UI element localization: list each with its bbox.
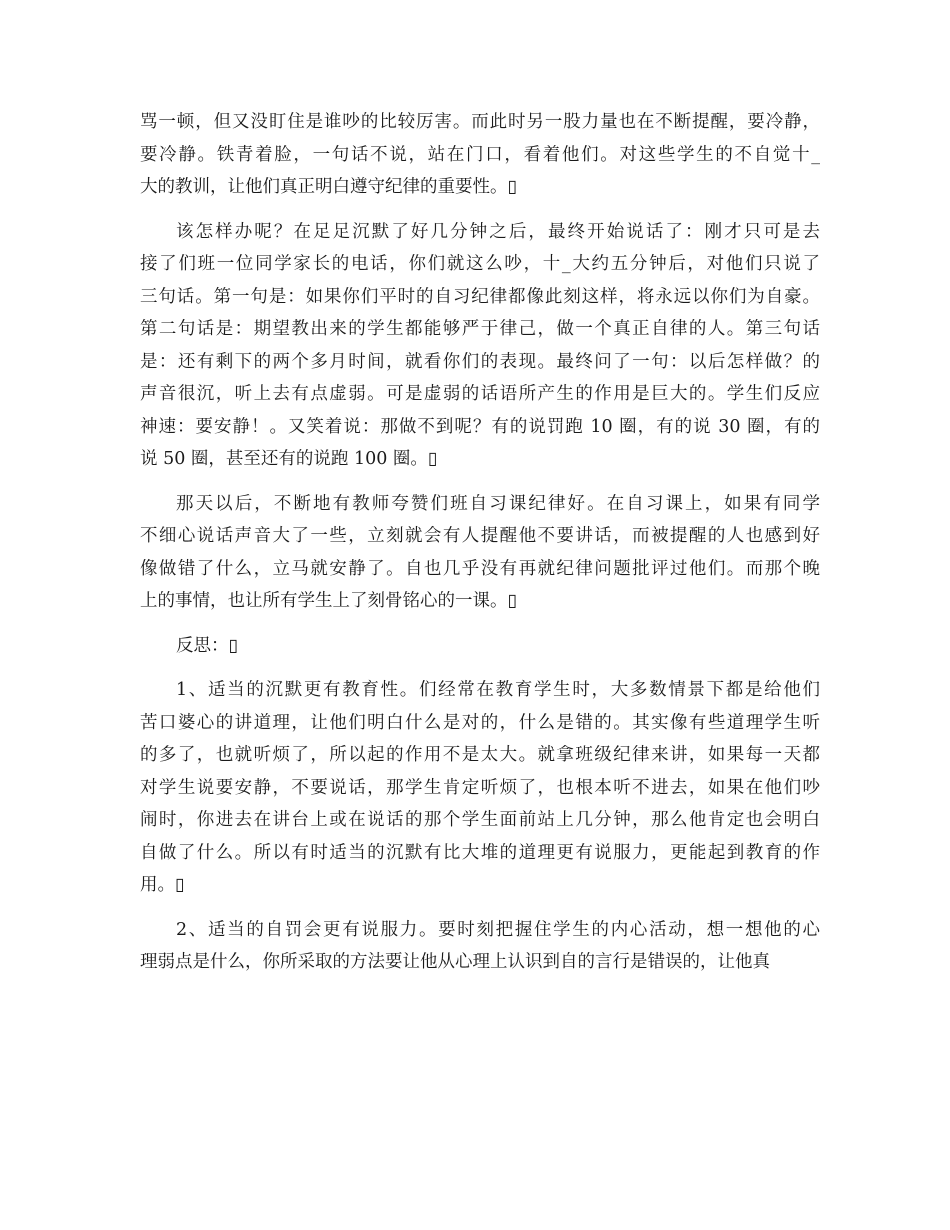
paragraph <box>140 488 820 618</box>
text-line: 要冷静。铁青着脸，一句话不说，站在门口，看着他们。对这些学生的不自觉十_ <box>140 144 820 165</box>
text-line: 1、适当的沉默更有教育性。们经常在教育学生时，大多数情景下都是给他们 <box>176 680 820 700</box>
paragraph <box>140 106 820 204</box>
text-line: 三句话。第一句是：如果你们平时的自习纪律都像此刻这样，将永远以你们为自豪。 <box>140 286 820 307</box>
text-line: 自做了什么。所以有时适当的沉默有比大堆的道理更有说服力，更能起到教育的作 <box>140 842 820 863</box>
text-line: 是：还有剩下的两个多月时间，就看你们的表现。最终问了一句：以后怎样做？的 <box>140 351 820 372</box>
text-line: 的多了，也就听烦了，所以起的作用不是太大。就拿班级纪律来讲，如果每一天都 <box>140 745 820 765</box>
paragraph <box>140 630 820 663</box>
text-line: 不细心说话声音大了一些，立刻就会有人提醒他不要讲话，而被提醒的人也感到好 <box>140 526 820 546</box>
text-line: 反思：▯ <box>176 635 239 656</box>
text-line: 闹时，你进去在讲台上或在说话的那个学生面前站上几分钟，那么他肯定也会明白 <box>140 810 820 830</box>
paragraph <box>140 216 820 476</box>
text-line: 神速：要安静！。又笑着说：那做不到呢？有的说罚跑 10 圈，有的说 30 圈，有的 <box>140 416 820 437</box>
text-line: 苦口婆心的讲道理，让他们明白什么是对的，什么是错的。其实像有些道理学生听 <box>140 712 820 733</box>
text-line: 该怎样办呢？在足足沉默了好几分钟之后，最终开始说话了：刚才只可是去 <box>176 221 820 242</box>
text-line: 像做错了什么，立马就安静了。自也几乎没有再就纪律问题批评过他们。而那个晚 <box>140 558 820 579</box>
text-line: 第二句话是：期望教出来的学生都能够严于律己，做一个真正自律的人。第三句话 <box>140 319 820 339</box>
text-line: 声音很沉，听上去有点虚弱。可是虚弱的话语所产生的作用是巨大的。学生们反应 <box>140 384 820 404</box>
paragraph <box>140 674 820 902</box>
text-line: 那天以后，不断地有教师夸赞们班自习课纪律好。在自习课上，如果有同学 <box>176 493 820 514</box>
text-line: 大的教训，让他们真正明白遵守纪律的重要性。▯ <box>140 177 518 197</box>
text-line: 理弱点是什么，你所采取的方法要让他从心理上认识到自的言行是错误的，让他真 <box>140 952 770 972</box>
text-line: 2、适当的自罚会更有说服力。要时刻把握住学生的内心活动，想一想他的心 <box>176 919 820 940</box>
text-line: 接了们班一位同学家长的电话，你们就这么吵，十_大约五分钟后，对他们只说了 <box>140 254 820 274</box>
text-line: 说 50 圈，甚至还有的说跑 100 圈。▯ <box>140 449 438 469</box>
document-body <box>140 106 820 991</box>
paragraph <box>140 914 820 979</box>
text-line: 上的事情，也让所有学生上了刻骨铭心的一课。▯ <box>140 591 518 611</box>
text-line: 对学生说要安静，不要说话，那学生肯定听烦了，也根本听不进去，如果在他们吵 <box>140 777 820 798</box>
text-line: 骂一顿，但又没盯住是谁吵的比较厉害。而此时另一股力量也在不断提醒，要冷静， <box>140 112 820 132</box>
text-line: 用。▯ <box>140 875 185 895</box>
